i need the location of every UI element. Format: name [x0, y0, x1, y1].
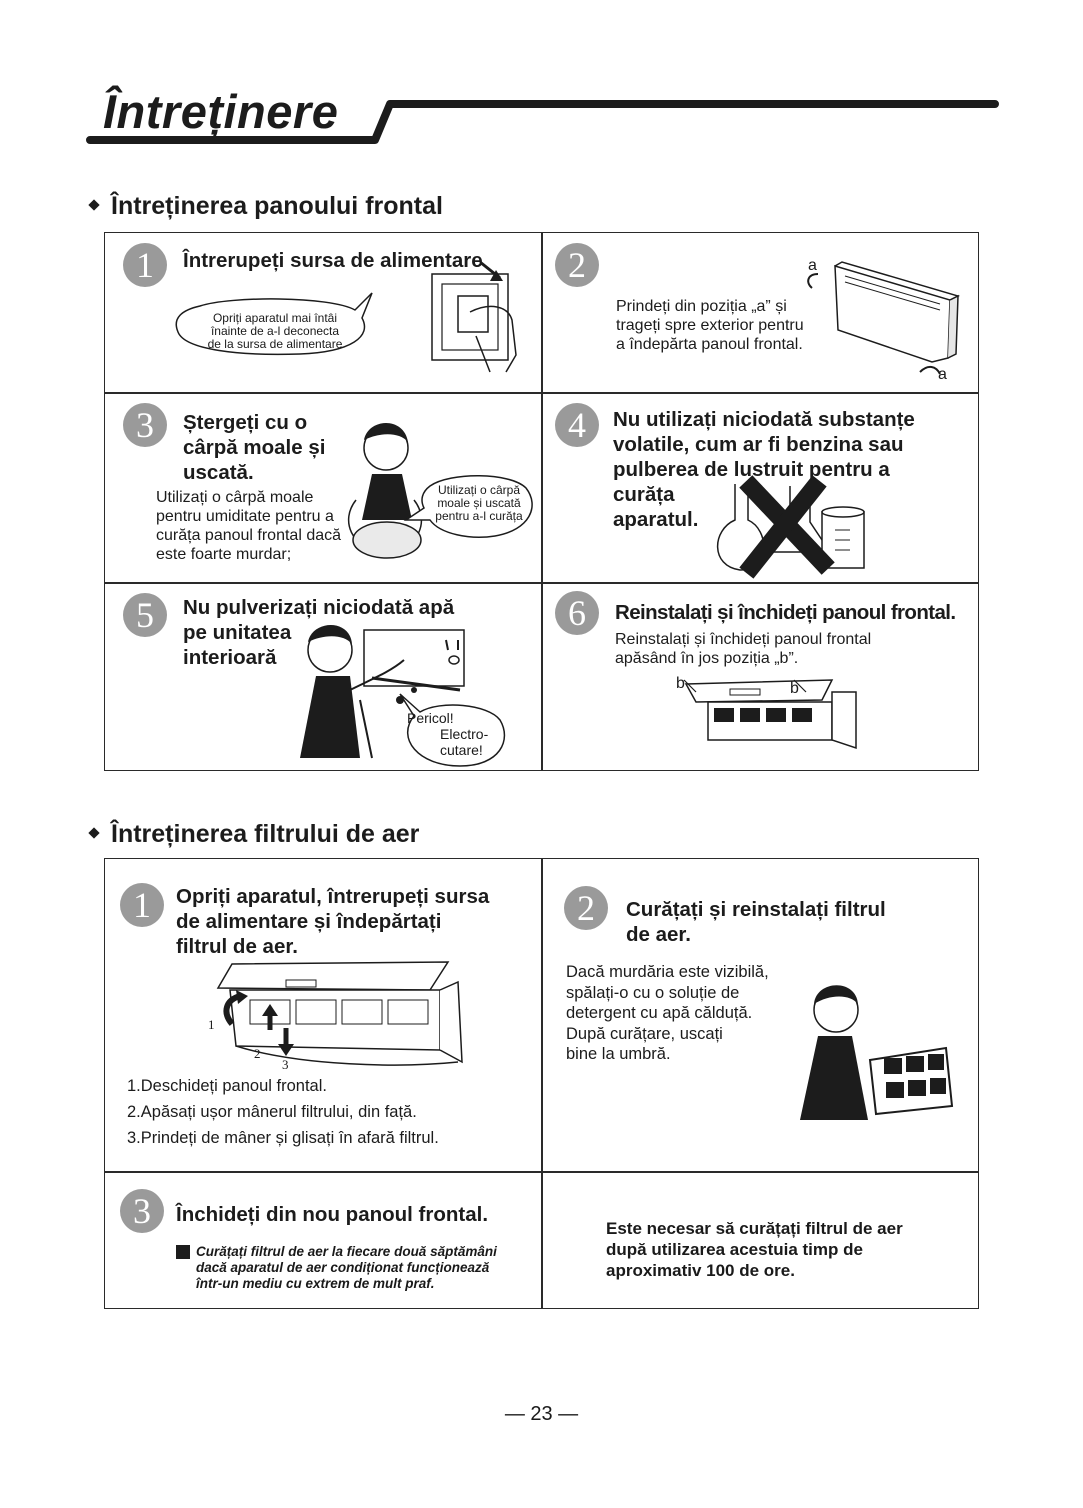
- list-item: 3.Prindeți de mâner și glisați în afară filtrul.: [127, 1129, 439, 1147]
- cleaning-interval-info: [606, 1218, 903, 1281]
- grid-divider: [541, 232, 543, 771]
- note-line: Curățați filtrul de aer la fiecare două săptămâni: [196, 1244, 497, 1259]
- step-list: [127, 1073, 439, 1151]
- section-heading-air-filter: [88, 820, 419, 849]
- bubble-line: înainte de a-l deconecta: [210, 324, 340, 338]
- grid-divider: [541, 858, 543, 1309]
- note-line: dacă aparatul de aer condiționat funcționează: [196, 1260, 490, 1275]
- bullet-icon: [88, 200, 99, 211]
- callout-number: 1: [208, 1017, 215, 1032]
- step-text: [615, 630, 871, 668]
- step-number-badge: 1: [120, 883, 164, 927]
- title-underline: [0, 0, 1083, 160]
- heading-line: Nu pulverizați niciodată apă: [183, 596, 455, 619]
- bullet-icon: [88, 828, 99, 839]
- step-text: [566, 962, 769, 1065]
- heading-line: cârpă moale și: [183, 436, 326, 459]
- step-number-badge: 2: [564, 886, 608, 930]
- text-line: detergent cu apă călduță.: [566, 1004, 753, 1022]
- text-line: pentru umiditate pentru a: [156, 508, 334, 525]
- heading-line: de alimentare și îndepărtați: [176, 910, 442, 933]
- step-number-badge: 6: [555, 591, 599, 635]
- step-heading: [626, 897, 886, 947]
- step-heading: Întrerupeți sursa de alimentare: [183, 249, 483, 272]
- heading-line: filtrul de aer.: [176, 935, 298, 958]
- step-number-badge: 2: [555, 243, 599, 287]
- text-line: Reinstalați și închideți panoul frontal: [615, 631, 872, 648]
- text-line: bine la umbră.: [566, 1045, 671, 1063]
- step-heading: [176, 884, 489, 959]
- step-number-badge: 5: [123, 593, 167, 637]
- text-line: Prindeți din poziția „a” și: [616, 298, 787, 315]
- heading-line: pulberea de lustruit pentru a: [613, 458, 890, 481]
- grid-divider: [104, 392, 979, 394]
- section-heading-text: Întreținerea filtrului de aer: [111, 820, 420, 848]
- bubble-line: Opriți aparatul mai întâi: [212, 311, 338, 325]
- heading-line: uscată.: [183, 461, 254, 484]
- heading-line: Opriți aparatul, întrerupeți sursa: [176, 885, 490, 908]
- heading-line: Curățați și reinstalați filtrul: [626, 898, 886, 921]
- bubble-line: cutare!: [440, 742, 483, 758]
- callout-number: 2: [254, 1046, 261, 1061]
- bubble-line: pentru a-l curăța: [435, 509, 523, 523]
- step-text: [156, 488, 341, 564]
- danger-bubble: [407, 710, 507, 758]
- callout-number: 3: [282, 1057, 289, 1072]
- info-line: aproximativ 100 de ore.: [606, 1261, 795, 1280]
- heading-line: de aer.: [626, 923, 691, 946]
- text-line: apăsând în jos poziția „b”.: [615, 650, 799, 667]
- bubble-line: Utilizați o cârpă: [437, 483, 521, 497]
- heading-line: volatile, cum ar fi benzina sau: [613, 433, 904, 456]
- text-line: a îndepărta panoul frontal.: [616, 336, 803, 353]
- note-line: într-un mediu cu extrem de mult praf.: [196, 1276, 435, 1291]
- step-text: [616, 297, 804, 354]
- woman-holding-filter-illustration: [0, 0, 1, 1]
- bubble-line: moale și uscată: [437, 496, 521, 510]
- step-heading: [183, 410, 325, 485]
- position-label-b: b: [790, 680, 799, 697]
- text-line: Utilizați o cârpă moale: [156, 489, 314, 506]
- list-item: 1.Deschideți panoul frontal.: [127, 1077, 327, 1095]
- maintenance-note: [196, 1244, 497, 1292]
- page-number: — 23 —: [504, 1403, 579, 1425]
- bubble-line: de la sursa de alimentare: [207, 337, 343, 351]
- text-line: spălați-o cu o soluție de: [566, 983, 740, 1002]
- text-line: curăța panoul frontal dacă: [156, 527, 342, 544]
- position-label-b: b: [676, 675, 685, 692]
- grid-divider: [104, 1171, 979, 1173]
- heading-line: Nu utilizați niciodată substanțe: [613, 408, 915, 431]
- grid-divider: [104, 582, 979, 584]
- step-number-badge: 1: [123, 243, 167, 287]
- bubble-line: Electro-: [440, 726, 489, 742]
- speech-bubble: [424, 484, 534, 523]
- step-heading: Reinstalați și închideți panoul frontal.: [615, 601, 956, 624]
- step-number-badge: 3: [123, 403, 167, 447]
- step-number-badge: 3: [120, 1189, 164, 1233]
- heading-line: curăța: [613, 483, 675, 506]
- heading-line: interioară: [183, 646, 277, 669]
- info-line: după utilizarea acestuia timp de: [606, 1240, 863, 1259]
- section-heading-text: Întreținerea panoului frontal: [111, 192, 443, 220]
- step-heading: Închideți din nou panoul frontal.: [176, 1203, 489, 1226]
- page-title: Întreținere: [103, 85, 339, 138]
- text-line: trageți spre exterior pentru: [616, 317, 804, 334]
- heading-line: Ștergeți cu o: [183, 411, 308, 434]
- list-item: 2.Apăsați ușor mânerul filtrului, din față.: [127, 1103, 417, 1121]
- heading-line: pe unitatea: [183, 621, 292, 644]
- heading-line: aparatul.: [613, 508, 699, 531]
- bubble-line: Pericol!: [407, 710, 454, 726]
- text-line: Dacă murdăria este vizibilă,: [566, 963, 769, 981]
- speech-bubble: [180, 312, 370, 351]
- section-heading-front-panel: [88, 192, 443, 221]
- position-label-a: a: [808, 257, 817, 274]
- text-line: După curățare, uscați: [566, 1024, 723, 1043]
- position-label-a: a: [938, 366, 947, 383]
- text-line: este foarte murdar;: [156, 546, 292, 563]
- note-check-icon: [176, 1245, 190, 1259]
- info-line: Este necesar să curățați filtrul de aer: [606, 1219, 903, 1238]
- step-number-badge: 4: [555, 403, 599, 447]
